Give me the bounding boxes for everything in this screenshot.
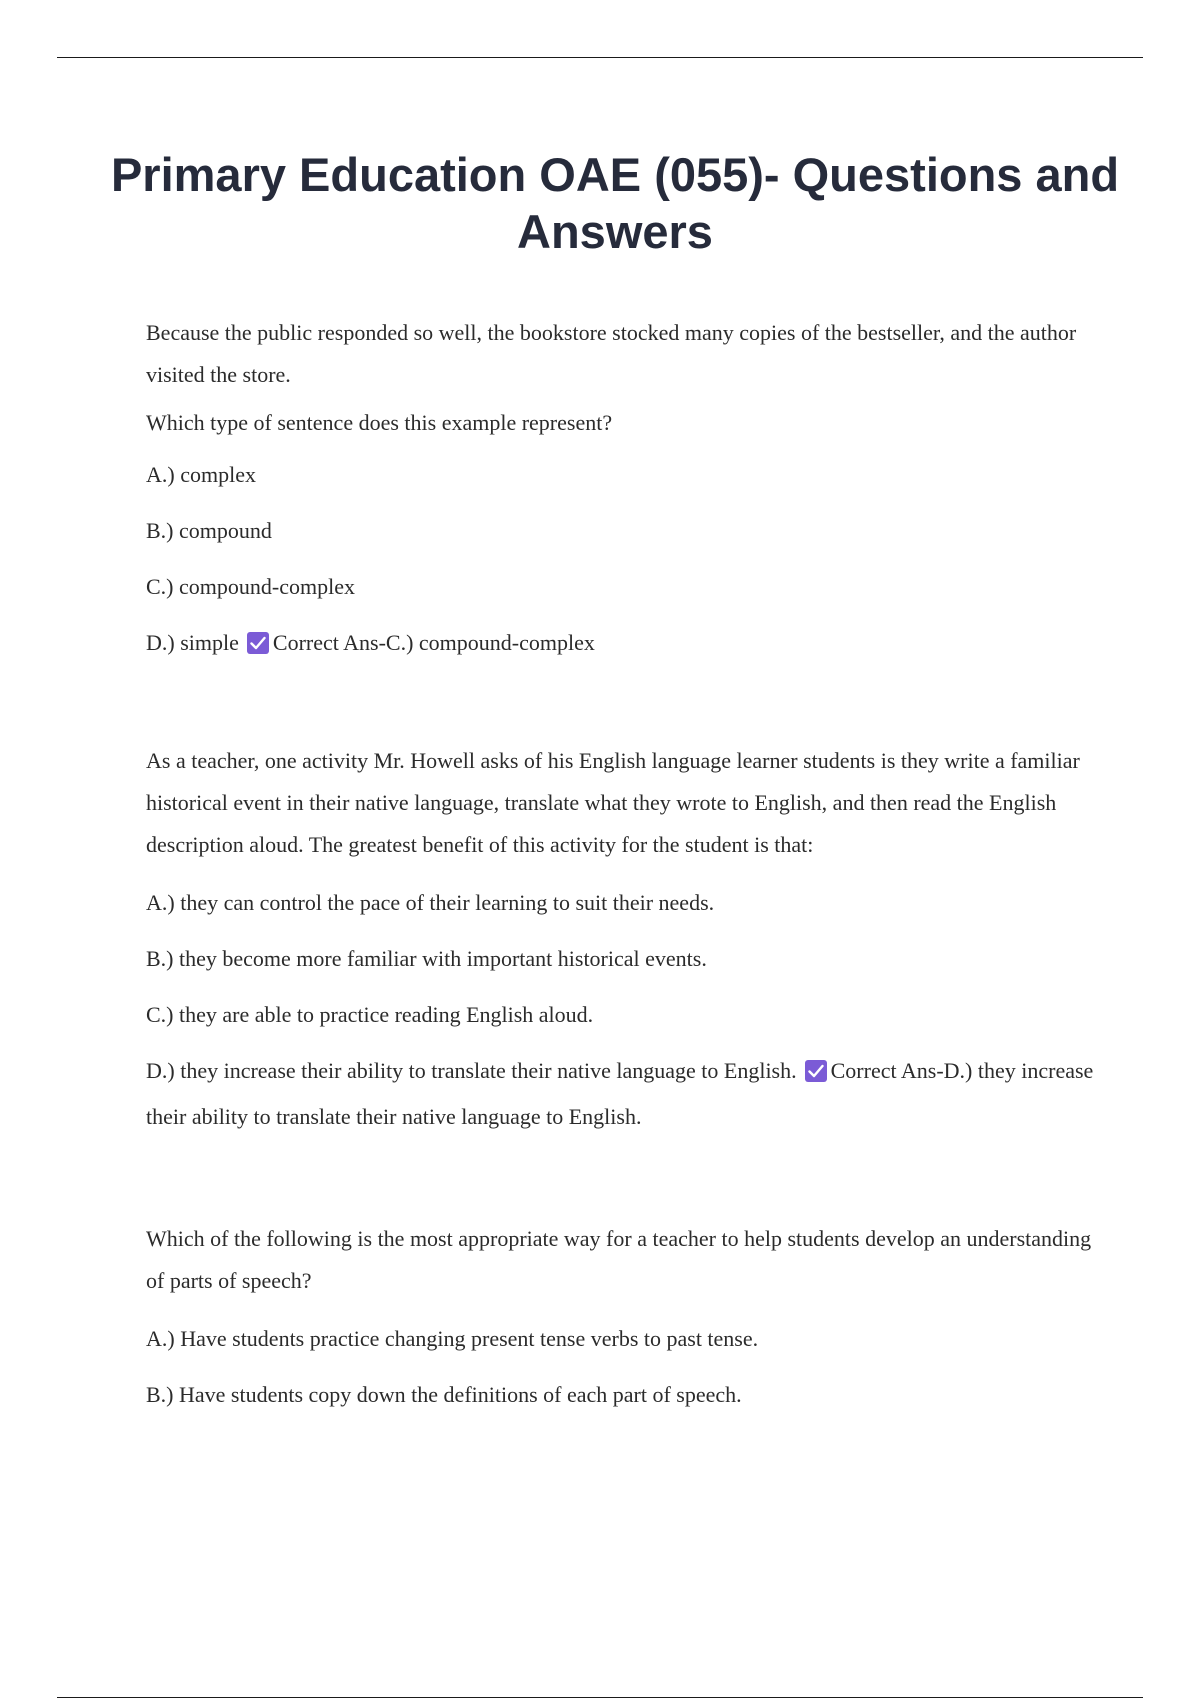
question-text: Which of the following is the most appropriate way for a teacher to help students develop an understanding of parts of speech?: [146, 1226, 1092, 1293]
correct-answer: Correct Ans-D.) they increase their ability to translate their native language to English.: [146, 1058, 1094, 1129]
checkbox-checked-icon: [805, 1060, 827, 1082]
option-d-with-answer: [146, 628, 1096, 658]
question-text: As a teacher, one activity Mr. Howell asks of his English language learner students is they write a familiar historical event in their native language, translate what they wrote to English, and then read the English description aloud. The greatest benefit of this activity for the student is that:: [146, 748, 1080, 857]
option-c: C.) compound-complex: [146, 574, 355, 599]
option-b: B.) they become more familiar with important historical events.: [146, 946, 707, 971]
correct-answer: Correct Ans-C.) compound-complex: [272, 630, 595, 655]
question-prompt: Which type of sentence does this example represent?: [146, 410, 613, 435]
option-a: A.) complex: [146, 462, 256, 487]
option-d: D.) they increase their ability to translate their native language to English.: [146, 1058, 797, 1083]
document-body: [146, 312, 1096, 1410]
option-d: D.) simple: [146, 630, 239, 655]
option-b: B.) compound: [146, 518, 272, 543]
option-c: C.) they are able to practice reading English aloud.: [146, 1002, 594, 1027]
document-title: Primary Education OAE (055)- Questions and Answers: [110, 148, 1120, 258]
option-a: A.) they can control the pace of their learning to suit their needs.: [146, 890, 715, 915]
question-text: Because the public responded so well, the bookstore stocked many copies of the bestseller, and the author visited the store.: [146, 320, 1077, 387]
option-d-with-answer: [146, 1048, 1096, 1140]
option-a: A.) Have students practice changing present tense verbs to past tense.: [146, 1326, 759, 1351]
checkbox-checked-icon: [247, 632, 269, 654]
question-block-1: [146, 312, 1096, 658]
question-block-2: [146, 740, 1096, 1140]
question-block-3: [146, 1218, 1096, 1410]
top-rule: [57, 57, 1143, 58]
option-b: B.) Have students copy down the definitions of each part of speech.: [146, 1382, 742, 1407]
bottom-rule: [57, 1697, 1143, 1698]
